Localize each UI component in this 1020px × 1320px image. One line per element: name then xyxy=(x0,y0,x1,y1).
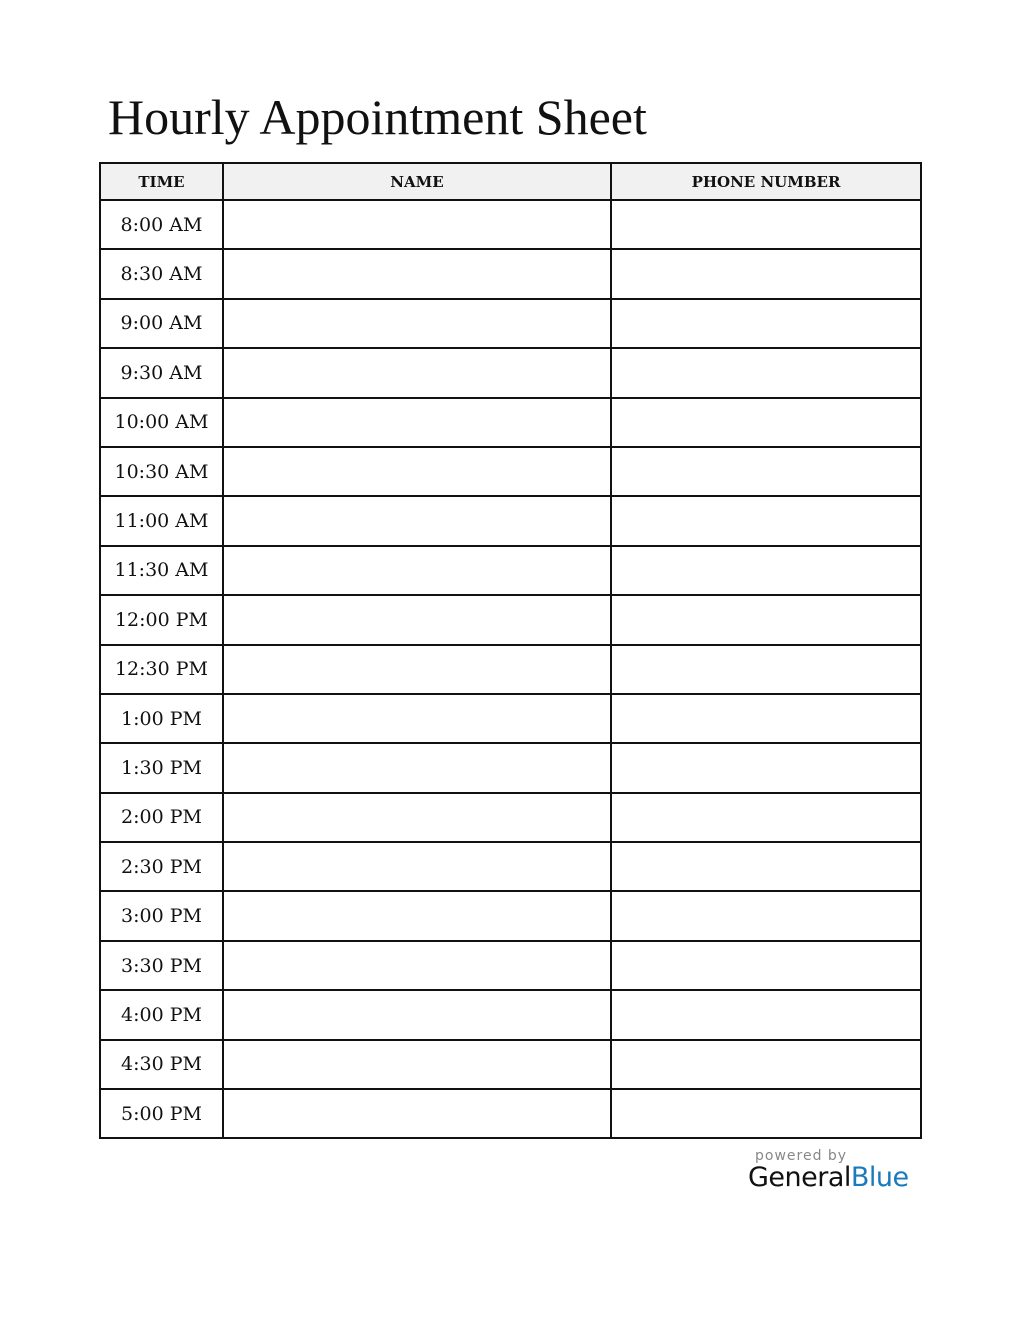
name-cell[interactable] xyxy=(223,842,611,891)
phone-cell[interactable] xyxy=(611,447,921,496)
phone-cell[interactable] xyxy=(611,645,921,694)
table-row xyxy=(100,398,921,447)
time-cell: 3:30 PM xyxy=(100,941,223,990)
table-row xyxy=(100,990,921,1039)
phone-cell[interactable] xyxy=(611,793,921,842)
phone-cell[interactable] xyxy=(611,200,921,249)
header-row xyxy=(100,163,921,200)
time-cell: 12:30 PM xyxy=(100,645,223,694)
time-cell: 10:30 AM xyxy=(100,447,223,496)
name-cell[interactable] xyxy=(223,200,611,249)
name-cell[interactable] xyxy=(223,447,611,496)
name-cell[interactable] xyxy=(223,1040,611,1089)
phone-cell[interactable] xyxy=(611,1089,921,1138)
brand-logo xyxy=(748,1162,918,1193)
name-cell[interactable] xyxy=(223,595,611,644)
table-row xyxy=(100,595,921,644)
name-cell[interactable] xyxy=(223,990,611,1039)
name-cell[interactable] xyxy=(223,348,611,397)
table-row xyxy=(100,1040,921,1089)
name-cell[interactable] xyxy=(223,891,611,940)
table-row xyxy=(100,645,921,694)
time-cell: 1:00 PM xyxy=(100,694,223,743)
table-row xyxy=(100,447,921,496)
time-cell: 8:30 AM xyxy=(100,249,223,298)
time-cell: 11:00 AM xyxy=(100,496,223,545)
name-cell[interactable] xyxy=(223,398,611,447)
phone-cell[interactable] xyxy=(611,1040,921,1089)
appointment-table xyxy=(99,162,922,1139)
time-cell: 9:30 AM xyxy=(100,348,223,397)
name-cell[interactable] xyxy=(223,249,611,298)
table-row xyxy=(100,793,921,842)
time-cell: 8:00 AM xyxy=(100,200,223,249)
phone-cell[interactable] xyxy=(611,546,921,595)
time-cell: 9:00 AM xyxy=(100,299,223,348)
header-name: NAME xyxy=(223,163,611,200)
table-row xyxy=(100,743,921,792)
name-cell[interactable] xyxy=(223,941,611,990)
table-row xyxy=(100,694,921,743)
brand-blue: Blue xyxy=(850,1162,909,1193)
table-row xyxy=(100,200,921,249)
name-cell[interactable] xyxy=(223,299,611,348)
phone-cell[interactable] xyxy=(611,941,921,990)
phone-cell[interactable] xyxy=(611,496,921,545)
name-cell[interactable] xyxy=(223,743,611,792)
time-cell: 11:30 AM xyxy=(100,546,223,595)
phone-cell[interactable] xyxy=(611,348,921,397)
time-cell: 4:30 PM xyxy=(100,1040,223,1089)
phone-cell[interactable] xyxy=(611,299,921,348)
table-row xyxy=(100,546,921,595)
phone-cell[interactable] xyxy=(611,595,921,644)
phone-cell[interactable] xyxy=(611,743,921,792)
time-cell: 2:00 PM xyxy=(100,793,223,842)
phone-cell[interactable] xyxy=(611,891,921,940)
header-phone: PHONE NUMBER xyxy=(611,163,921,200)
name-cell[interactable] xyxy=(223,1089,611,1138)
table-row xyxy=(100,348,921,397)
header-time: TIME xyxy=(100,163,223,200)
name-cell[interactable] xyxy=(223,645,611,694)
phone-cell[interactable] xyxy=(611,990,921,1039)
phone-cell[interactable] xyxy=(611,249,921,298)
time-cell: 4:00 PM xyxy=(100,990,223,1039)
table-row xyxy=(100,299,921,348)
time-cell: 12:00 PM xyxy=(100,595,223,644)
name-cell[interactable] xyxy=(223,793,611,842)
phone-cell[interactable] xyxy=(611,694,921,743)
time-cell: 2:30 PM xyxy=(100,842,223,891)
time-cell: 10:00 AM xyxy=(100,398,223,447)
phone-cell[interactable] xyxy=(611,842,921,891)
name-cell[interactable] xyxy=(223,694,611,743)
footer-branding xyxy=(748,1148,918,1193)
powered-by-text: powered by xyxy=(755,1148,848,1164)
page-title: Hourly Appointment Sheet xyxy=(108,89,647,145)
name-cell[interactable] xyxy=(223,546,611,595)
time-cell: 5:00 PM xyxy=(100,1089,223,1138)
time-cell: 1:30 PM xyxy=(100,743,223,792)
table-row xyxy=(100,249,921,298)
brand-general: General xyxy=(748,1162,851,1193)
phone-cell[interactable] xyxy=(611,398,921,447)
table-row xyxy=(100,1089,921,1138)
table-row xyxy=(100,496,921,545)
name-cell[interactable] xyxy=(223,496,611,545)
time-cell: 3:00 PM xyxy=(100,891,223,940)
table-row xyxy=(100,941,921,990)
table-row xyxy=(100,842,921,891)
table-row xyxy=(100,891,921,940)
